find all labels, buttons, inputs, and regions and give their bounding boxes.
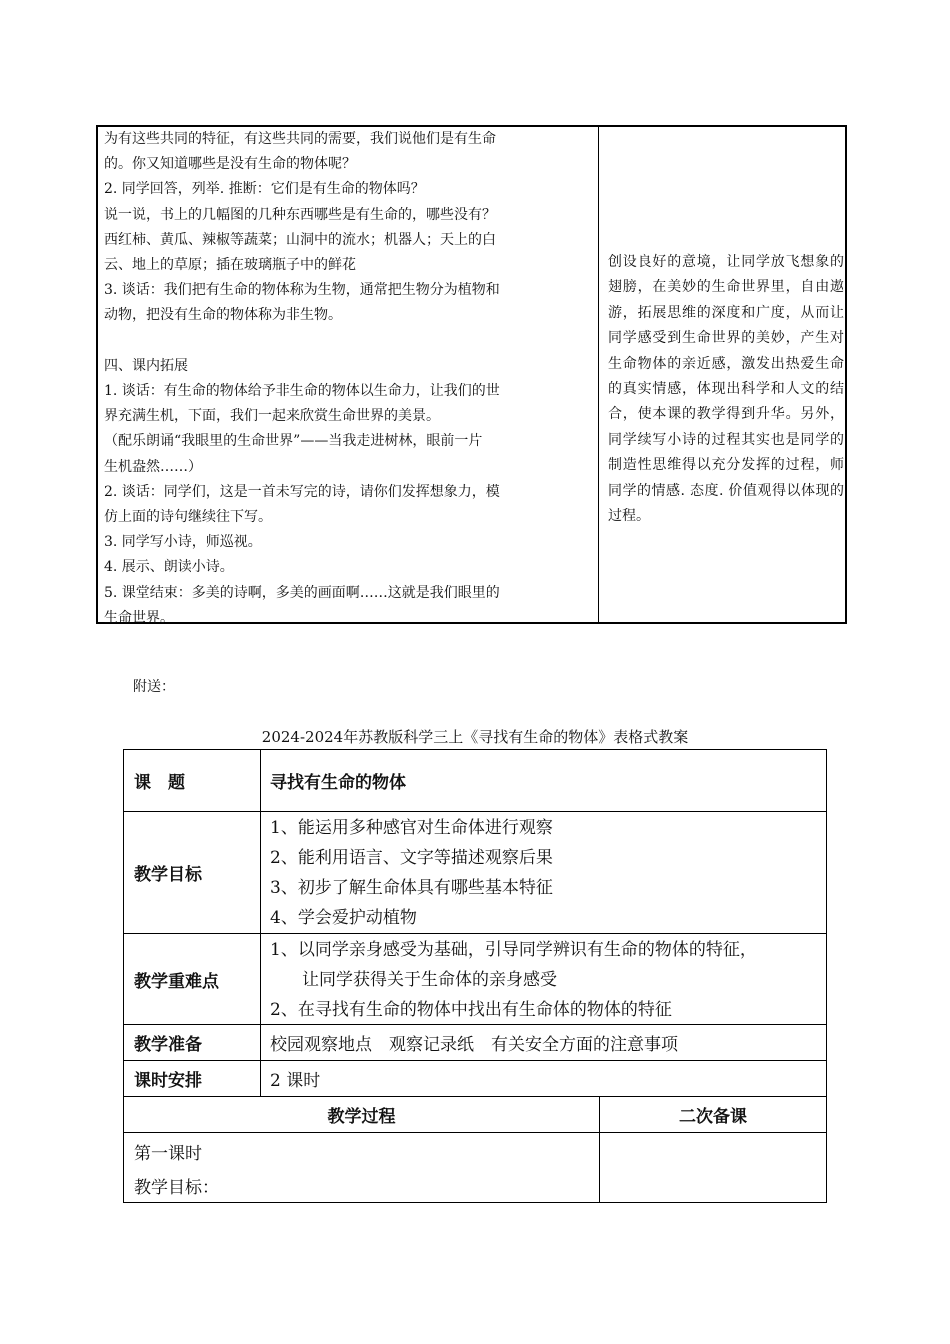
design-intent-note: 创设良好的意境，让同学放飞想象的翅膀，在美妙的生命世界里，自由遨游，拓展思维的深度和广度，从而让同学感受到生命世界的美妙，产生对生命物体的亲近感，激发出热爱生命的真实情感，体现出科学和人文的结合，使本课的教学得到升华。另外，同学续写小诗的过程其实也是同学的制造性思维得以充分发挥的过程，师同学的情感. 态度. 价值观得以体现的过程。 <box>608 254 844 525</box>
process-line: 的。你又知道哪些是没有生命的物体呢？ <box>104 156 356 173</box>
goals-list <box>261 812 826 933</box>
teaching-process-cell <box>98 127 599 626</box>
topic-row <box>124 750 826 811</box>
section-heading: 四、课内拓展 <box>104 357 188 374</box>
goals-label: 教学目标 <box>124 812 261 933</box>
process-line: 界充满生机，下面，我们一起来欣赏生命世界的美景。 <box>104 408 440 425</box>
process-line: 西红柿、黄瓜、辣椒等蔬菜；山洞中的流水；机器人；天上的白 <box>104 231 496 248</box>
schedule-label: 课时安排 <box>124 1061 261 1096</box>
process-line: 3. 同学写小诗，师巡视。 <box>104 534 262 551</box>
process-line: 生机盎然……） <box>104 458 202 475</box>
topic-label: 课 题 <box>124 750 261 811</box>
goal-item: 4、学会爱护动植物 <box>270 908 417 928</box>
process-line: 教学目标： <box>134 1178 219 1198</box>
process-line: 云、地上的草原；插在玻璃瓶子中的鲜花 <box>104 257 356 274</box>
process-line: 第一课时 <box>134 1144 202 1164</box>
goal-item: 1、能运用多种感官对生命体进行观察 <box>270 818 553 838</box>
goals-row <box>124 811 826 933</box>
lesson-plan-table <box>123 749 827 1203</box>
topic-value: 寻找有生命的物体 <box>270 773 406 793</box>
process-header-row <box>124 1096 826 1132</box>
document-title: 2024-2024年苏教版科学三上《寻找有生命的物体》表格式教案 <box>261 728 689 746</box>
key-points-row <box>124 933 826 1024</box>
process-header: 教学过程 <box>124 1097 600 1132</box>
process-line: 为有这些共同的特征，有这些共同的需要，我们说他们是有生命 <box>104 131 496 147</box>
process-line: 3. 谈话：我们把有生命的物体称为生物，通常把生物分为植物和 <box>104 282 500 299</box>
process-line: 4. 展示、朗读小诗。 <box>104 559 234 576</box>
process-line: 生命世界。 <box>104 609 174 626</box>
process-line: 2. 同学回答，列举. 推断：它们是有生命的物体吗？ <box>104 181 425 198</box>
process-line: 动物，把没有生命的物体称为非生物。 <box>104 307 342 324</box>
lesson-continuation-table <box>96 125 847 624</box>
process-line: 5. 课堂结束：多美的诗啊，多美的画面啊……这就是我们眼里的 <box>104 584 500 601</box>
process-row <box>124 1132 826 1202</box>
process-line: 仿上面的诗句继续往下写。 <box>104 509 272 526</box>
key-point-line: 1、以同学亲身感受为基础，引导同学辨识有生命的物体的特征， <box>270 940 757 960</box>
process-cell <box>124 1133 600 1202</box>
preparation-label: 教学准备 <box>124 1025 261 1060</box>
goal-item: 2、能利用语言、文字等描述观察后果 <box>270 848 553 868</box>
process-line: （配乐朗诵“我眼里的生命世界”——当我走进树林，眼前一片 <box>104 433 483 450</box>
blank-line <box>104 329 592 354</box>
key-points-label: 教学重难点 <box>124 934 261 1024</box>
key-point-line: 让同学获得关于生命体的亲身感受 <box>302 970 557 990</box>
goal-item: 3、初步了解生命体具有哪些基本特征 <box>270 878 553 898</box>
schedule-row <box>124 1060 826 1096</box>
preparation-value: 校园观察地点 观察记录纸 有关安全方面的注意事项 <box>270 1035 678 1055</box>
process-line: 1. 谈话：有生命的物体给予非生命的物体以生命力，让我们的世 <box>104 383 500 400</box>
attachment-label: 附送： <box>133 679 175 695</box>
key-point-line: 2、在寻找有生命的物体中找出有生命体的物体的特征 <box>270 1000 672 1020</box>
process-line: 2. 谈话：同学们，这是一首未写完的诗，请你们发挥想象力，模 <box>104 483 500 500</box>
notes-header: 二次备课 <box>679 1107 747 1127</box>
schedule-value: 2 课时 <box>270 1071 321 1091</box>
key-points-list <box>261 934 826 1024</box>
design-intent-cell <box>599 127 845 622</box>
process-line: 说一说，书上的几幅图的几种东西哪些是有生命的，哪些没有？ <box>104 206 496 223</box>
preparation-row <box>124 1024 826 1060</box>
